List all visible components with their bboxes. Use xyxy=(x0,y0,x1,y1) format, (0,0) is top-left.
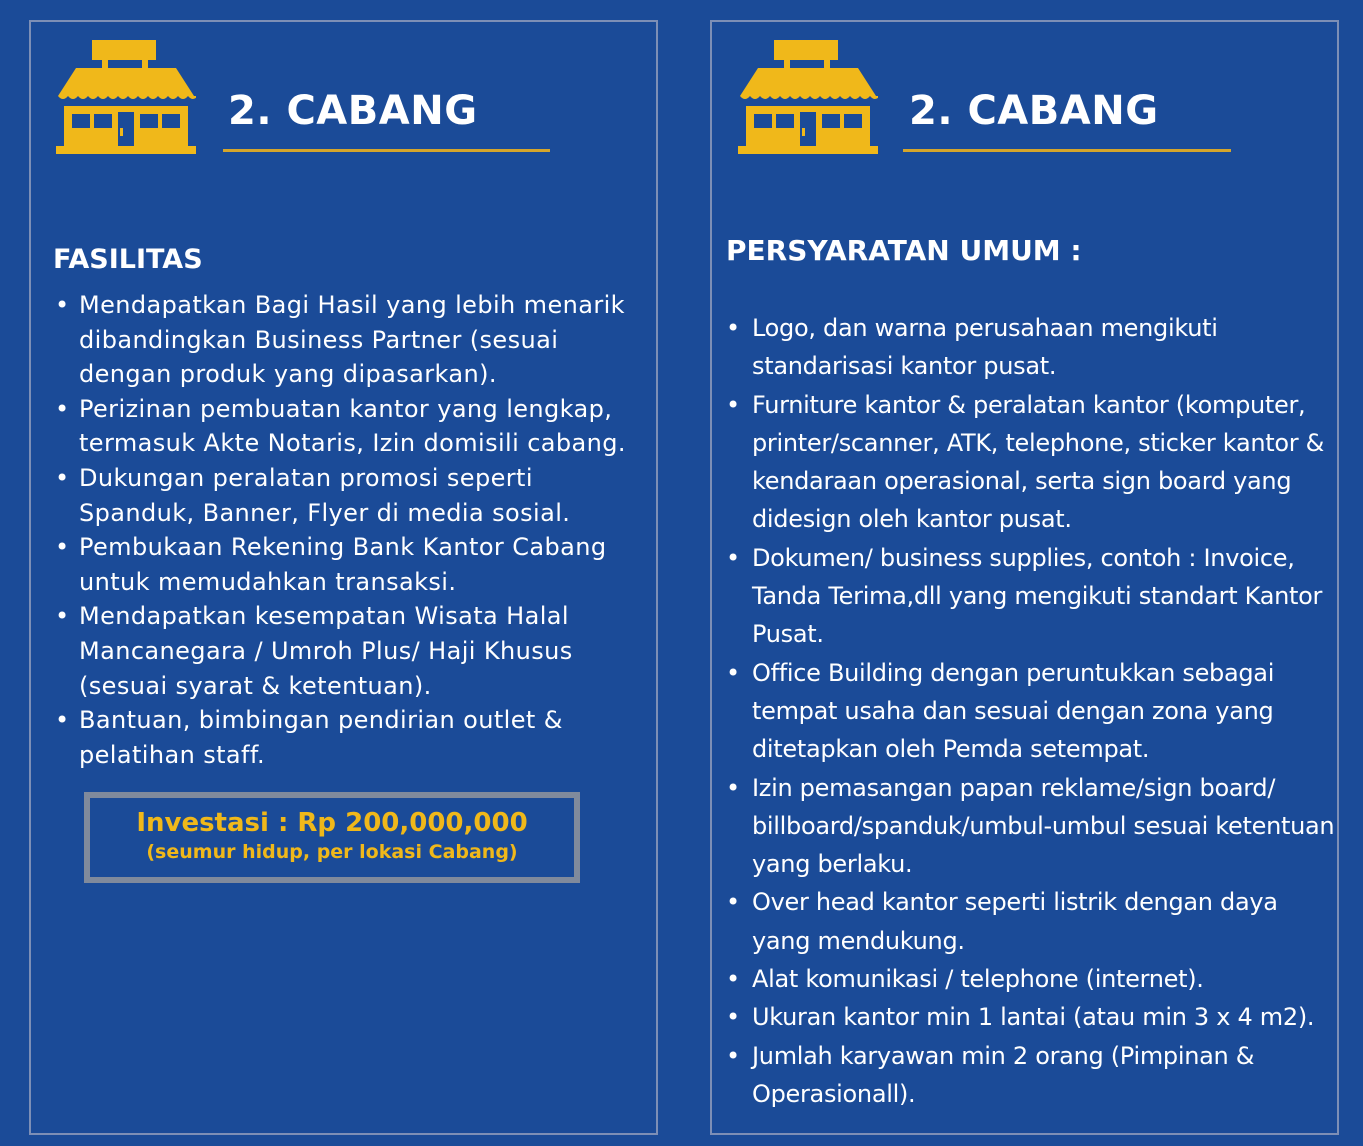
list-item: • Mendapatkan kesempatan Wisata Halal Mancanegara / Umroh Plus/ Haji Khusus (sesuai syarat & ketentuan). xyxy=(53,599,653,703)
list-item: • Office Building dengan peruntukkan sebagai tempat usaha dan sesuai dengan zona yang ditetapkan oleh Pemda setempat. xyxy=(726,654,1336,769)
list-item: • Izin pemasangan papan reklame/sign board/ billboard/spanduk/umbul-umbul sesuai ketentuan yang berlaku. xyxy=(726,769,1336,884)
store-icon xyxy=(738,40,878,154)
list-item: • Pembukaan Rekening Bank Kantor Cabang untuk memudahkan transaksi. xyxy=(53,530,653,599)
bullet-icon: • xyxy=(726,1003,740,1032)
list-item: • Ukuran kantor min 1 lantai (atau min 3 x 4 m2). xyxy=(726,998,1336,1036)
list-item: • Furniture kantor & peralatan kantor (komputer, printer/scanner, ATK, telephone, sticker kantor & kendaraan operasional, serta sign board yang didesign oleh kantor pusat. xyxy=(726,386,1336,539)
list-item: • Mendapatkan Bagi Hasil yang lebih menarik dibandingkan Business Partner (sesuai dengan produk yang dipasarkan). xyxy=(53,288,653,392)
bullet-icon: • xyxy=(726,773,740,802)
bullet-icon: • xyxy=(55,533,70,562)
title-underline xyxy=(903,149,1231,152)
left-panel-fasilitas xyxy=(29,20,658,1135)
bullet-icon: • xyxy=(726,965,740,994)
list-item: • Perizinan pembuatan kantor yang lengkap, termasuk Akte Notaris, Izin domisili cabang. xyxy=(53,392,653,461)
bullet-icon: • xyxy=(55,291,70,319)
list-item: • Alat komunikasi / telephone (internet). xyxy=(726,960,1336,998)
bullet-icon: • xyxy=(726,543,740,572)
list-item: • Dokumen/ business supplies, contoh : Invoice, Tanda Terima,dll yang mengikuti standart Kantor Pusat. xyxy=(726,539,1336,654)
list-item: • Over head kantor seperti listrik dengan daya yang mendukung. xyxy=(726,883,1336,960)
bullet-icon: • xyxy=(726,390,740,419)
bullet-icon: • xyxy=(55,706,70,735)
investment-amount: Investasi : Rp 200,000,000 xyxy=(136,808,528,838)
persyaratan-list xyxy=(726,309,1336,1113)
fasilitas-heading: FASILITAS xyxy=(53,244,203,275)
list-item: • Jumlah karyawan min 2 orang (Pimpinan & Operasionall). xyxy=(726,1037,1336,1114)
bullet-icon: • xyxy=(726,658,740,687)
section-title: 2. CABANG xyxy=(909,88,1159,134)
list-item: • Bantuan, bimbingan pendirian outlet & pelatihan staff. xyxy=(53,703,653,772)
bullet-icon: • xyxy=(726,1041,740,1070)
persyaratan-heading: PERSYARATAN UMUM : xyxy=(726,234,1082,267)
bullet-icon: • xyxy=(726,888,740,917)
list-item: • Logo, dan warna perusahaan mengikuti standarisasi kantor pusat. xyxy=(726,309,1336,386)
bullet-icon: • xyxy=(55,463,70,492)
section-title: 2. CABANG xyxy=(228,88,478,134)
title-underline xyxy=(223,149,550,152)
fasilitas-list xyxy=(53,288,653,772)
right-panel-persyaratan xyxy=(710,20,1339,1135)
store-icon xyxy=(56,40,196,154)
investment-note: (seumur hidup, per lokasi Cabang) xyxy=(146,841,518,863)
bullet-icon: • xyxy=(726,314,740,342)
investment-box xyxy=(84,792,580,883)
bullet-icon: • xyxy=(55,394,70,423)
bullet-icon: • xyxy=(55,602,70,631)
list-item: • Dukungan peralatan promosi seperti Spanduk, Banner, Flyer di media sosial. xyxy=(53,461,653,530)
